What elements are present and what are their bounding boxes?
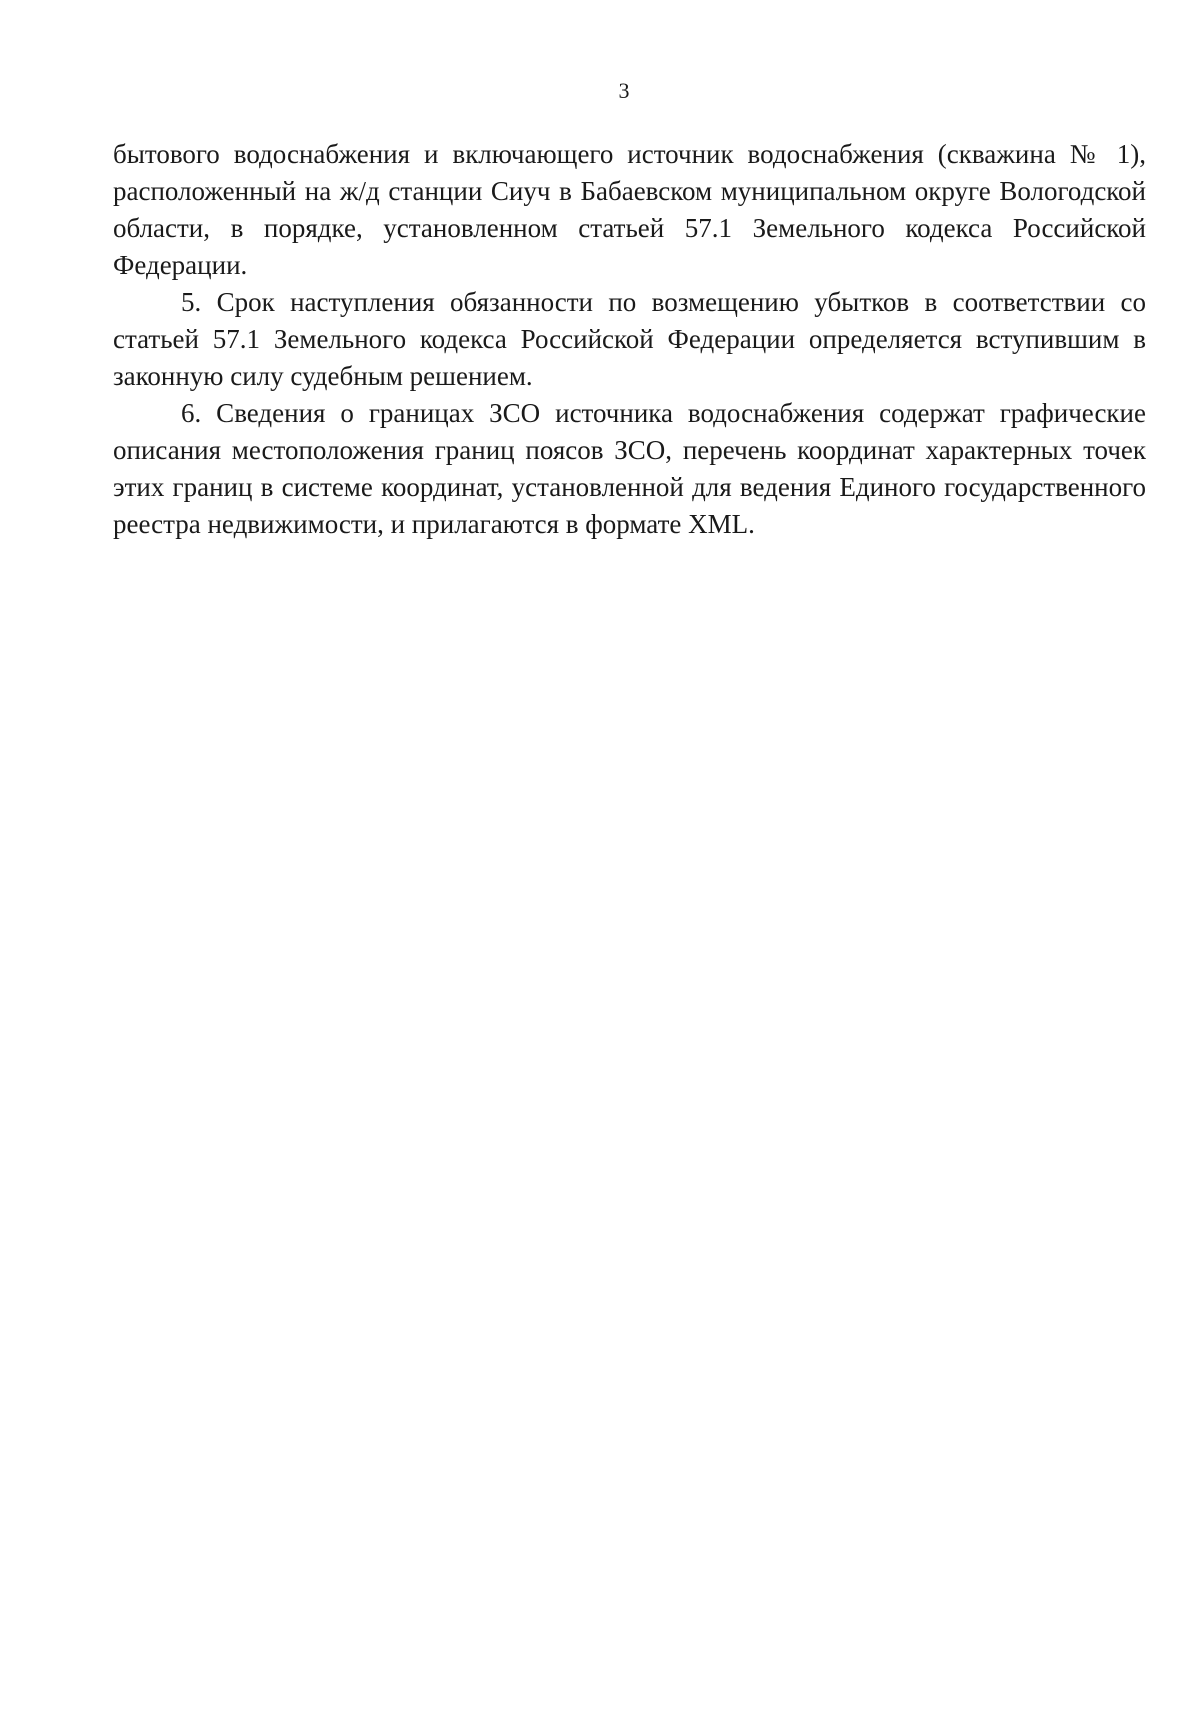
paragraph-item-5: 5. Срок наступления обязанности по возмещению убытков в соответствии со статьей 57.1 Земельного кодекса Российской Федерации определяется вступившим в законную силу судебным решением.	[113, 287, 1146, 391]
paragraph-item-6: 6. Сведения о границах ЗСО источника водоснабжения содержат графические описания местоположения границ поясов ЗСО, перечень координат характерных точек этих границ в системе координат, установленной для ведения Единого государственного реестра недвижимости, и прилагаются в формате XML.	[113, 398, 1146, 539]
document-body	[113, 136, 1146, 543]
page-number: 3	[618, 78, 630, 103]
paragraph-continuation: бытового водоснабжения и включающего источник водоснабжения (скважина № 1), расположенный на ж/д станции Сиуч в Бабаевском муниципальном округе Вологодской области, в порядке, установленном статьей 57.1 Земельного кодекса Российской Федерации.	[113, 139, 1146, 280]
